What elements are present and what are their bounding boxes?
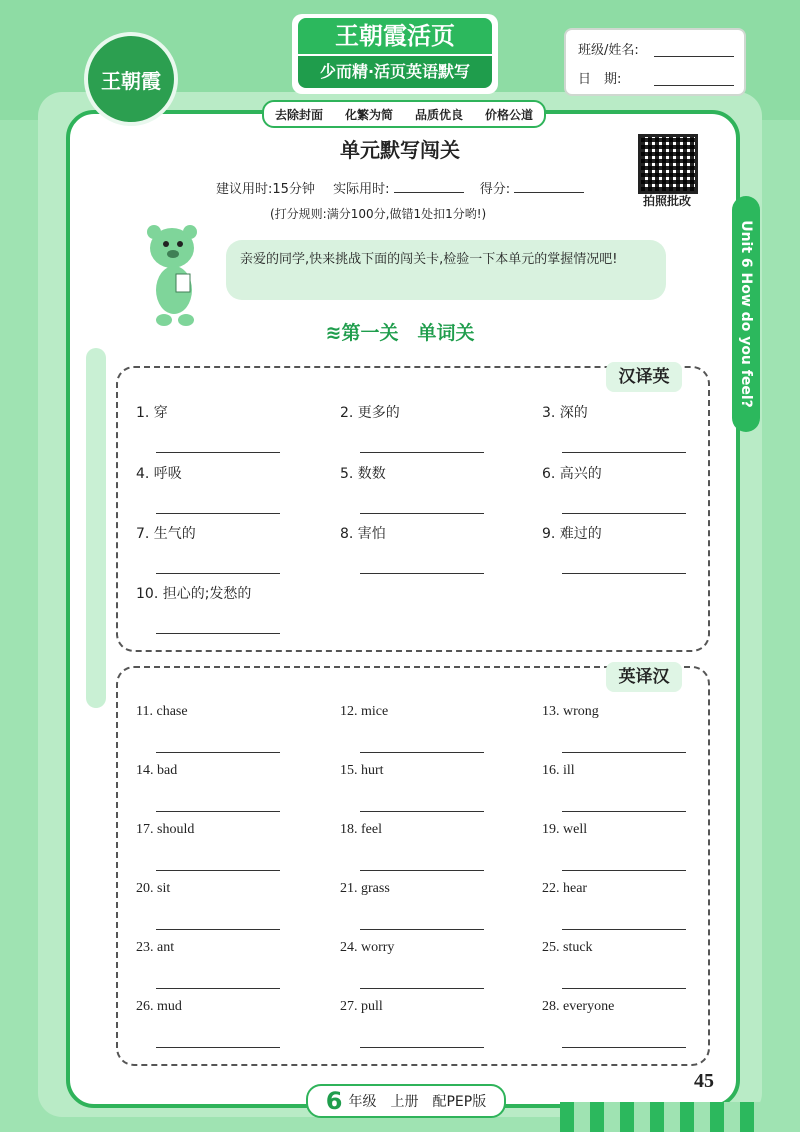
slogan-2: 化繁为简 <box>344 107 393 122</box>
grade-footer <box>306 1084 506 1118</box>
question-item: 6. 高兴的 <box>542 466 602 482</box>
question-item: 5. 数数 <box>340 466 386 482</box>
question-item: 4. 呼吸 <box>136 466 182 482</box>
question-item: 2. 更多的 <box>340 405 400 421</box>
question-item: 27. pull <box>340 999 383 1014</box>
slogan-bar <box>262 100 546 128</box>
question-item: 25. stuck <box>542 940 593 955</box>
answer-blank[interactable] <box>156 513 280 514</box>
scoring-rule: (打分规则:满分100分,做错1处扣1分哟!) <box>270 207 487 221</box>
answer-blank[interactable] <box>360 573 484 574</box>
unit-side-tab <box>732 196 760 432</box>
grade-number: 6 <box>325 1087 343 1115</box>
answer-blank[interactable] <box>360 1047 484 1048</box>
slogan-3: 品质优良 <box>414 107 463 122</box>
answer-blank[interactable] <box>562 1047 686 1048</box>
footer-stripes <box>560 1102 760 1132</box>
actual-time-label: 实际用时: <box>333 182 390 197</box>
publisher-logo <box>84 32 178 126</box>
score-field[interactable] <box>514 192 584 193</box>
date-label: 日 期: <box>578 72 622 87</box>
answer-blank[interactable] <box>562 929 686 930</box>
answer-blank[interactable] <box>360 452 484 453</box>
question-item: 10. 担心的;发愁的 <box>136 586 252 602</box>
grade-text: 年级 上册 配PEP版 <box>348 1094 487 1110</box>
class-name-label: 班级/姓名: <box>578 43 639 58</box>
question-item: 26. mud <box>136 999 182 1014</box>
answer-blank[interactable] <box>562 988 686 989</box>
time-score-row <box>216 178 636 197</box>
question-item: 7. 生气的 <box>136 526 196 542</box>
answer-blank[interactable] <box>360 870 484 871</box>
answer-blank[interactable] <box>156 633 280 634</box>
answer-blank[interactable] <box>360 811 484 812</box>
page-number: 45 <box>694 1070 714 1092</box>
speech-bubble: 亲爱的同学,快来挑战下面的闯关卡,检验一下本单元的掌握情况吧! <box>226 240 666 300</box>
qr-caption: 拍照批改 <box>642 194 691 208</box>
answer-blank[interactable] <box>562 452 686 453</box>
bear-mascot-icon <box>140 220 210 330</box>
page-title: 单元默写闯关 <box>340 138 460 162</box>
answer-blank[interactable] <box>156 811 280 812</box>
question-item: 16. ill <box>542 763 575 778</box>
answer-blank[interactable] <box>562 573 686 574</box>
question-item: 18. feel <box>340 822 382 837</box>
brand-subtitle: 少而精·活页英语默写 <box>298 56 492 88</box>
left-rail-decoration <box>86 348 106 708</box>
answer-blank[interactable] <box>562 811 686 812</box>
suggested-time: 建议用时:15分钟 <box>216 182 315 197</box>
date-field[interactable] <box>654 85 734 86</box>
answer-blank[interactable] <box>562 513 686 514</box>
answer-blank[interactable] <box>360 752 484 753</box>
question-item: 8. 害怕 <box>340 526 386 542</box>
section-tag-cn-to-en: 汉译英 <box>606 362 682 392</box>
question-item: 15. hurt <box>340 763 384 778</box>
question-item: 21. grass <box>340 881 390 896</box>
question-item: 28. everyone <box>542 999 615 1014</box>
question-item: 1. 穿 <box>136 405 168 421</box>
section-en-to-cn <box>116 666 710 1066</box>
actual-time-field[interactable] <box>394 192 464 193</box>
question-item: 23. ant <box>136 940 175 955</box>
question-item: 13. wrong <box>542 704 599 719</box>
answer-blank[interactable] <box>562 870 686 871</box>
answer-blank[interactable] <box>156 929 280 930</box>
question-item: 24. worry <box>340 940 395 955</box>
logo-text: 王朝霞 <box>101 68 161 93</box>
section-cn-to-en <box>116 366 710 652</box>
question-item: 3. 深的 <box>542 405 588 421</box>
question-item: 19. well <box>542 822 588 837</box>
answer-blank[interactable] <box>360 929 484 930</box>
slogan-1: 去除封面 <box>274 107 323 122</box>
slogan-4: 价格公道 <box>484 107 533 122</box>
answer-blank[interactable] <box>360 988 484 989</box>
answer-blank[interactable] <box>156 752 280 753</box>
question-item: 11. chase <box>136 704 188 719</box>
answer-blank[interactable] <box>156 988 280 989</box>
question-item: 14. bad <box>136 763 178 778</box>
answer-blank[interactable] <box>156 452 280 453</box>
question-item: 22. hear <box>542 881 588 896</box>
question-item: 12. mice <box>340 704 389 719</box>
brand-title: 王朝霞活页 <box>298 18 492 54</box>
answer-blank[interactable] <box>360 513 484 514</box>
answer-blank[interactable] <box>156 573 280 574</box>
question-item: 20. sit <box>136 881 171 896</box>
unit-label: Unit 6 How do you feel? <box>738 220 754 408</box>
answer-blank[interactable] <box>156 870 280 871</box>
class-name-field[interactable] <box>654 56 734 57</box>
stage-title: ≋第一关 单词关 <box>325 322 475 344</box>
question-item: 9. 难过的 <box>542 526 602 542</box>
question-item: 17. should <box>136 822 195 837</box>
student-info-box <box>564 28 746 96</box>
score-label: 得分: <box>479 182 511 197</box>
answer-blank[interactable] <box>156 1047 280 1048</box>
answer-blank[interactable] <box>562 752 686 753</box>
section-tag-en-to-cn: 英译汉 <box>606 662 682 692</box>
